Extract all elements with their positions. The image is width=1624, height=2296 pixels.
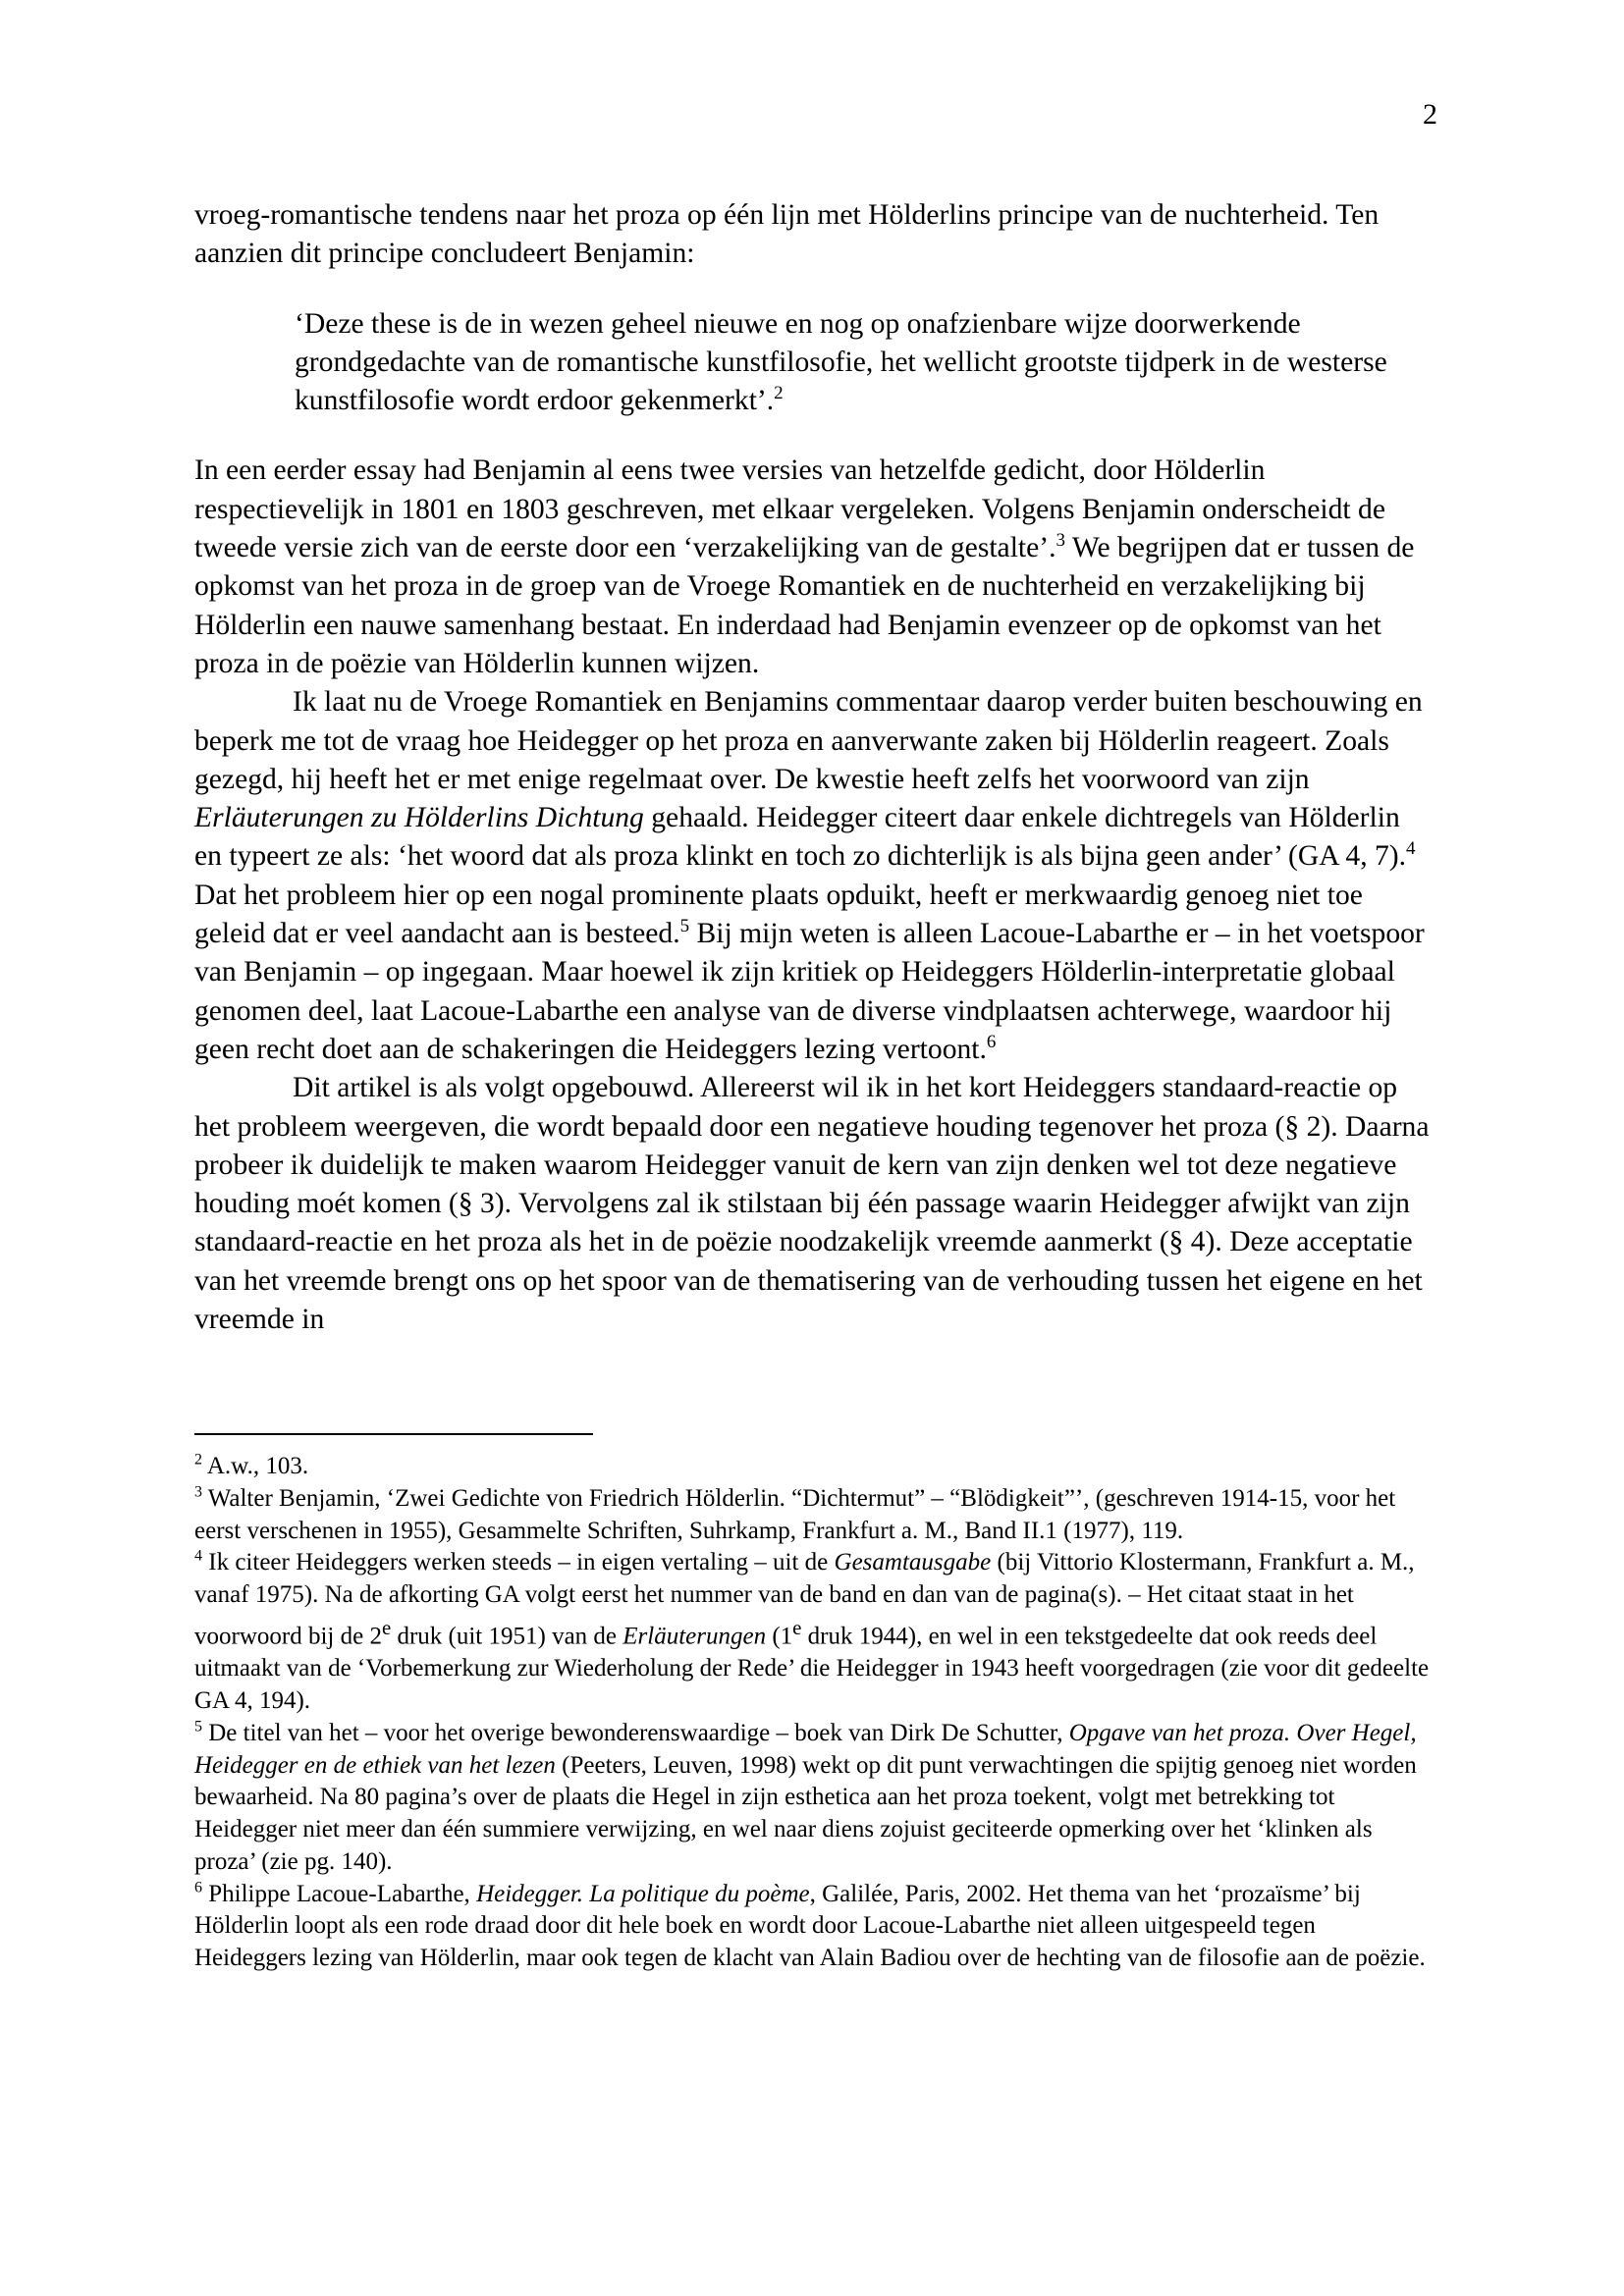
paragraph-1-text: vroeg-romantische tendens naar het proza op één lijn met Hölderlins principe van de nuchterheid. Ten aanzien dit principe concludeert Benjamin: [194, 199, 1380, 270]
ordinal-suffix: e [381, 1615, 392, 1639]
footnote-5 [194, 1718, 1430, 1879]
footnote-4-text-e: druk 1944), en wel in een tekstgedeelte dat ook reeds deel uitmaakt van de ‘Vorbemerkung zur Wiederholung der Rede’ die Heidegger in 1943 heeft voorgedragen (zie voor dit gedeelte GA 4, 194). [194, 1623, 1430, 1714]
footnote-4-text-a: Ik citeer Heideggers werken steeds – in eigen vertaling – uit de [202, 1549, 835, 1576]
footnote-5-text-a: De titel van het – voor het overige bewonderenswaardige – boek van Dirk De Schutter, [202, 1719, 1069, 1746]
footnote-4-text-d: (1 [766, 1623, 793, 1650]
footnote-ref-2[interactable]: 2 [774, 383, 784, 404]
paragraph-3-text-c: Dat het probleem hier op een nogal prominente plaats opduikt, heeft er merkwaardig genoeg niet toe geleid dat er veel aandacht aan is besteed. [194, 879, 1363, 950]
page-number: 2 [1423, 98, 1437, 131]
footnote-ref-5[interactable]: 5 [679, 916, 690, 937]
footnote-ref-3[interactable]: 3 [1056, 530, 1066, 552]
footnote-number: 3 [194, 1483, 202, 1501]
ordinal-suffix: e [792, 1615, 802, 1639]
footnote-number: 2 [194, 1451, 202, 1468]
footnote-6-text-b: , Galilée, Paris, 2002. Het thema van het ‘prozaïsme’ bij Hölderlin loopt als een rode draad door dit hele boek en wordt door Lacoue-Labarthe niet alleen uitgespeeld tegen Heideggers lezing van Hölderlin, maar ook tegen de klacht van Alain Badiou over de hechting van de filosofie aan de poëzie. [194, 1880, 1426, 1972]
paragraph-3-text-a: Ik laat nu de Vroege Romantiek en Benjamins commentaar daarop verder buiten beschouwing en beperk me tot de vraag hoe Heidegger op het proza en aanverwante zaken bij Hölderlin reageert. Zoals gezegd, hij heeft het er met enige regelmaat over. De kwestie heeft zelfs het voorwoord van zijn [194, 686, 1423, 795]
title-opgave-van-het-proza: Opgave van het proza. Over Hegel, Heidegger en de ethiek van het lezen [194, 1719, 1417, 1779]
title-erlauterungen: Erläuterungen zu Hölderlins Dichtung [194, 802, 644, 834]
footnote-number: 6 [194, 1879, 202, 1896]
footnote-number: 4 [194, 1548, 202, 1566]
footnote-separator [194, 1433, 593, 1435]
paragraph-2-text-a: In een eerder essay had Benjamin al eens twee versies van hetzelfde gedicht, door Hölderlin respectievelijk in 1801 en 1803 geschreven, met elkaar vergeleken. Volgens Benjamin onderscheidt de tweede versie zich van de eerste door een ‘verzakelijking van de gestalte’. [194, 454, 1385, 564]
footnote-4 [194, 1547, 1430, 1717]
footnote-number: 5 [194, 1718, 202, 1735]
footnote-6 [194, 1879, 1430, 1975]
footnote-2-text: A.w., 103. [202, 1453, 309, 1479]
footnote-3 [194, 1483, 1430, 1548]
footnote-5-text-b: (Peeters, Leuven, 1998) wekt op dit punt verwachtingen die spijtig genoeg niet worden bewaarheid. Na 80 pagina’s over de plaats die Hegel in zijn esthetica aan het proza toekent, volgt met betrekking tot Heidegger niet meer dan één summiere verwijzing, en wel naar diens zojuist geciteerde opmerking over het ‘klinken als proza’ (zie pg. 140). [194, 1751, 1417, 1875]
footnote-2 [194, 1451, 1430, 1483]
footnote-ref-6[interactable]: 6 [986, 1032, 997, 1053]
footnote-4-text-c: druk (uit 1951) van de [391, 1623, 623, 1650]
paragraph-4 [194, 1069, 1430, 1339]
paragraph-3-text-d: Bij mijn weten is alleen Lacoue-Labarthe er – in het voetspoor van Benjamin – op ingegaan. Maar hoewel ik zijn kritiek op Heideggers Hölderlin-interpretatie globaal genomen deel, laat Lacoue-Labarthe een analyse van de diverse vindplaatsen achterwege, waardoor hij geen recht doet aan de schakeringen die Heideggers lezing vertoont. [194, 918, 1425, 1065]
paragraph-2 [194, 452, 1430, 683]
block-quote [295, 305, 1430, 421]
body-text [194, 196, 1430, 1339]
footnotes [194, 1451, 1430, 1975]
paragraph-1 [194, 196, 1430, 274]
paragraph-3-text-b: gehaald. Heidegger citeert daar enkele dichtregels van Hölderlin en typeert ze als: ‘het woord dat als proza klinkt en toch zo dichterlijk is als bijna geen ander’ (GA 4, 7). [194, 802, 1407, 873]
footnote-ref-4[interactable]: 4 [1406, 838, 1416, 860]
paragraph-3 [194, 683, 1430, 1069]
block-quote-text: ‘Deze these is de in wezen geheel nieuwe en nog op onafzienbare wijze doorwerkende grondgedachte van de romantische kunstfilosofie, het wellicht grootste tijdperk in de westerse kunstfilosofie wordt erdoor gekenmerkt’. [295, 307, 1387, 417]
footnote-3-text: Walter Benjamin, ‘Zwei Gedichte von Friedrich Hölderlin. “Dichtermut” – “Blödigkeit”’, (geschreven 1914-15, voor het eerst verschenen in 1955), Gesammelte Schriften, Suhrkamp, Frankfurt a. M., Band II.1 (1977), 119. [194, 1484, 1396, 1544]
paragraph-4-text: Dit artikel is als volgt opgebouwd. Allereerst wil ik in het kort Heideggers standaard-reactie op het probleem weergeven, die wordt bepaald door een negatieve houding tegenover het proza (§ 2). Daarna probeer ik duidelijk te maken waarom Heidegger vanuit de kern van zijn denken wel tot deze negatieve houding moét komen (§ 3). Vervolgens zal ik stilstaan bij één passage waarin Heidegger afwijkt van zijn standaard-reactie en het proza als het in de poëzie noodzakelijk vreemde aanmerkt (§ 4). Deze acceptatie van het vreemde brengt ons op het spoor van de thematisering van de verhouding tussen het eigene en het vreemde in [194, 1072, 1430, 1336]
footnote-4-text-b: (bij Vittorio Klostermann, Frankfurt a. M., vanaf 1975). Na de afkorting GA volgt eerst het nummer van de band en dan van de pagina(s). – Het citaat staat in het voorwoord bij de 2 [194, 1549, 1415, 1650]
paragraph-2-text-b: We begrijpen dat er tussen de opkomst van het proza in de groep van de Vroege Romantiek en de nuchterheid en verzakelijking bij Hölderlin een nauwe samenhang bestaat. En inderdaad had Benjamin evenzeer op de opkomst van het proza in de poëzie van Hölderlin kunnen wijzen. [194, 532, 1415, 679]
title-heidegger-la-politique: Heidegger. La politique du poème [476, 1880, 810, 1907]
footnote-6-text-a: Philippe Lacoue-Labarthe, [202, 1880, 477, 1907]
title-erlauterungen-short: Erläuterungen [623, 1623, 767, 1650]
title-gesamtausgabe: Gesamtausgabe [834, 1549, 992, 1576]
